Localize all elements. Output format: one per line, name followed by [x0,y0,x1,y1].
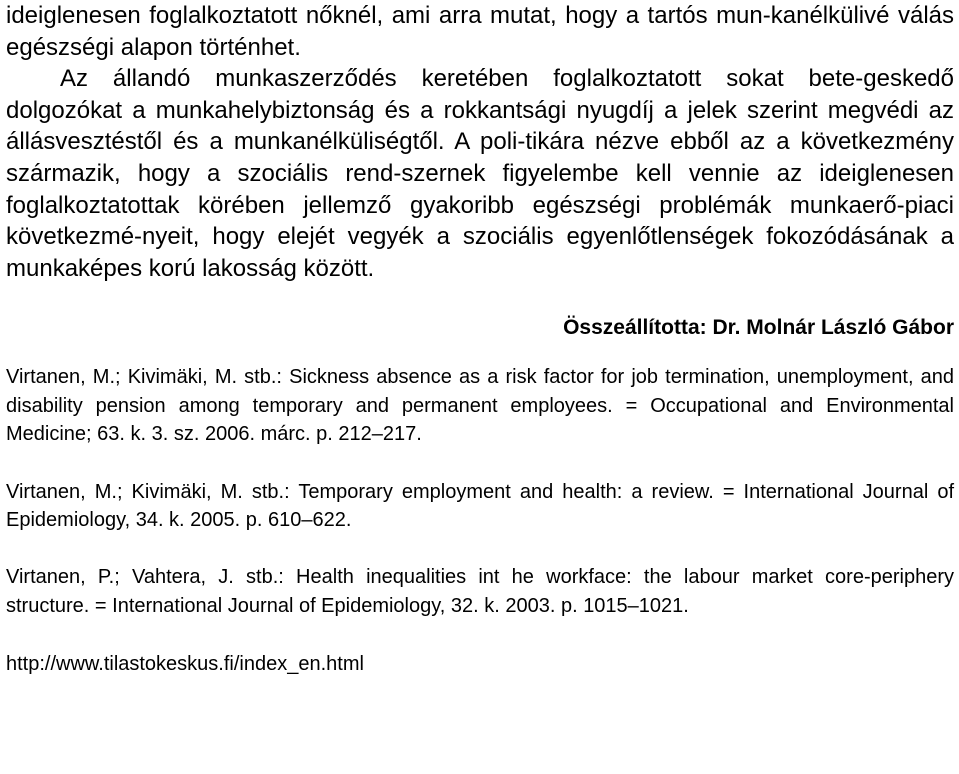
document-page [6,0,954,678]
reference-item: Virtanen, M.; Kivimäki, M. stb.: Sickness absence as a risk factor for job termination, unemployment, and disability pension among temporary and permanent employees. = Occupational and Environmental Medicine; 63. k. 3. sz. 2006. márc. p. 212–217. [6,366,954,446]
article-paragraph [6,63,954,284]
source-url[interactable]: http://www.tilastokeskus.fi/index_en.html [6,653,364,676]
article-continued-line: ideiglenesen foglalkoztatott nőknél, ami arra mutat, hogy a tartós mun-kanélkülivé válás egészségi alapon történhet. [6,2,954,61]
reference-item: Virtanen, P.; Vahtera, J. stb.: Health inequalities int he workface: the labour market core-periphery structure. = International Journal of Epidemiology, 32. k. 2003. p. 1015–1021. [6,566,954,617]
article-paragraph-text: Az állandó munkaszerződés keretében foglalkoztatott sokat bete-geskedő dolgozókat a munkahelybiztonság és a rokkantsági nyugdíj a jelek szerint megvédi az állásvesztéstől és a munkanélküliségtől. A poli-tikára nézve ebből az a következmény származik, hogy a szociális rend-szernek figyelembe kell vennie az ideiglenesen foglalkoztatottak körében jellemző gyakoribb egészségi problémák munkaerő-piaci következmé-nyeit, hogy elejét vegyék a szociális egyenlőtlenségek fokozódásának a munkaképes korú lakosság között. [6,65,954,282]
reference-item: Virtanen, M.; Kivimäki, M. stb.: Temporary employment and health: a review. = International Journal of Epidemiology, 34. k. 2005. p. 610–622. [6,480,954,531]
compiled-by: Összeállította: Dr. Molnár László Gábor [563,316,954,340]
